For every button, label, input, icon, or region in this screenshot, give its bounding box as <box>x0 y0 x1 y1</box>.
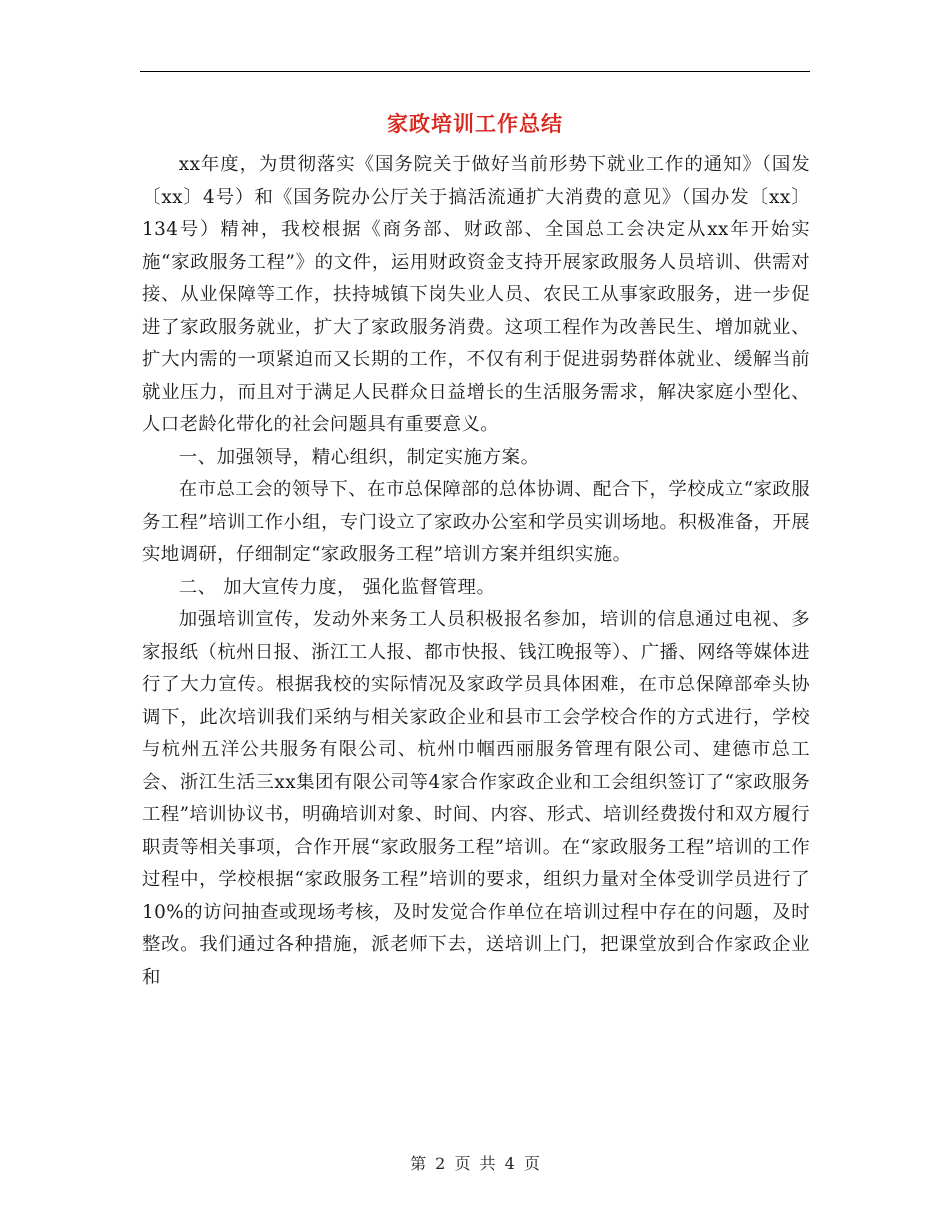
section-heading-2: 二、 加大宣传力度， 强化监督管理。 <box>178 576 496 598</box>
document-body <box>142 149 810 994</box>
paragraph-section-1: 在市总工会的领导下、在市总保障部的总体协调、配合下，学校成立“家政服务工程”培训工作小组，专门设立了家政办公室和学员实训场地。积极准备，开展实地调研，仔细制定“家政服务工程”培训方案并组织实施。 <box>142 479 810 565</box>
paragraph-section-2: 加强培训宣传，发动外来务工人员积极报名参加，培训的信息通过电视、多家报纸（杭州日报、浙江工人报、都市快报、钱江晚报等）、广播、网络等媒体进行了大力宣传。根据我校的实际情况及家政学员具体困难，在市总保障部牵头协调下，此次培训我们采纳与相关家政企业和县市工会学校合作的方式进行，学校与杭州五洋公共服务有限公司、杭州巾帼西丽服务管理有限公司、建德市总工会、浙江生活三xx集团有限公司等4家合作家政企业和工会组织签订了“家政服务工程”培训协议书，明确培训对象、时间、内容、形式、培训经费拨付和双方履行职责等相关事项，合作开展“家政服务工程”培训。在“家政服务工程”培训的工作过程中，学校根据“家政服务工程”培训的要求，组织力量对全体受训学员进行了10%的访问抽查或现场考核，及时发觉合作单位在培训过程中存在的问题，及时整改。我们通过各种措施，派老师下去，送培训上门，把课堂放到合作家政企业和 <box>142 609 810 988</box>
section-heading-1: 一、加强领导，精心组织，制定实施方案。 <box>178 446 540 468</box>
header-rule <box>140 71 810 72</box>
document-title: 家政培训工作总结 <box>387 111 563 136</box>
paragraph-intro: xx年度，为贯彻落实《国务院关于做好当前形势下就业工作的通知》（国发〔xx〕4号）和《国务院办公厅关于搞活流通扩大消费的意见》（国办发〔xx〕134号）精神，我校根据《商务部、财政部、全国总工会决定从xx年开始实施“家政服务工程”》的文件，运用财政资金支持开展家政服务人员培训、供需对接、从业保障等工作，扶持城镇下岗失业人员、农民工从事家政服务，进一步促进了家政服务就业，扩大了家政服务消费。这项工程作为改善民生、增加就业、扩大内需的一项紧迫而又长期的工作，不仅有利于促进弱势群体就业、缓解当前就业压力，而且对于满足人民群众日益增长的生活服务需求，解决家庭小型化、人口老龄化带化的社会问题具有重要意义。 <box>142 154 810 435</box>
page-number: 第 2 页 共 4 页 <box>410 1154 540 1173</box>
